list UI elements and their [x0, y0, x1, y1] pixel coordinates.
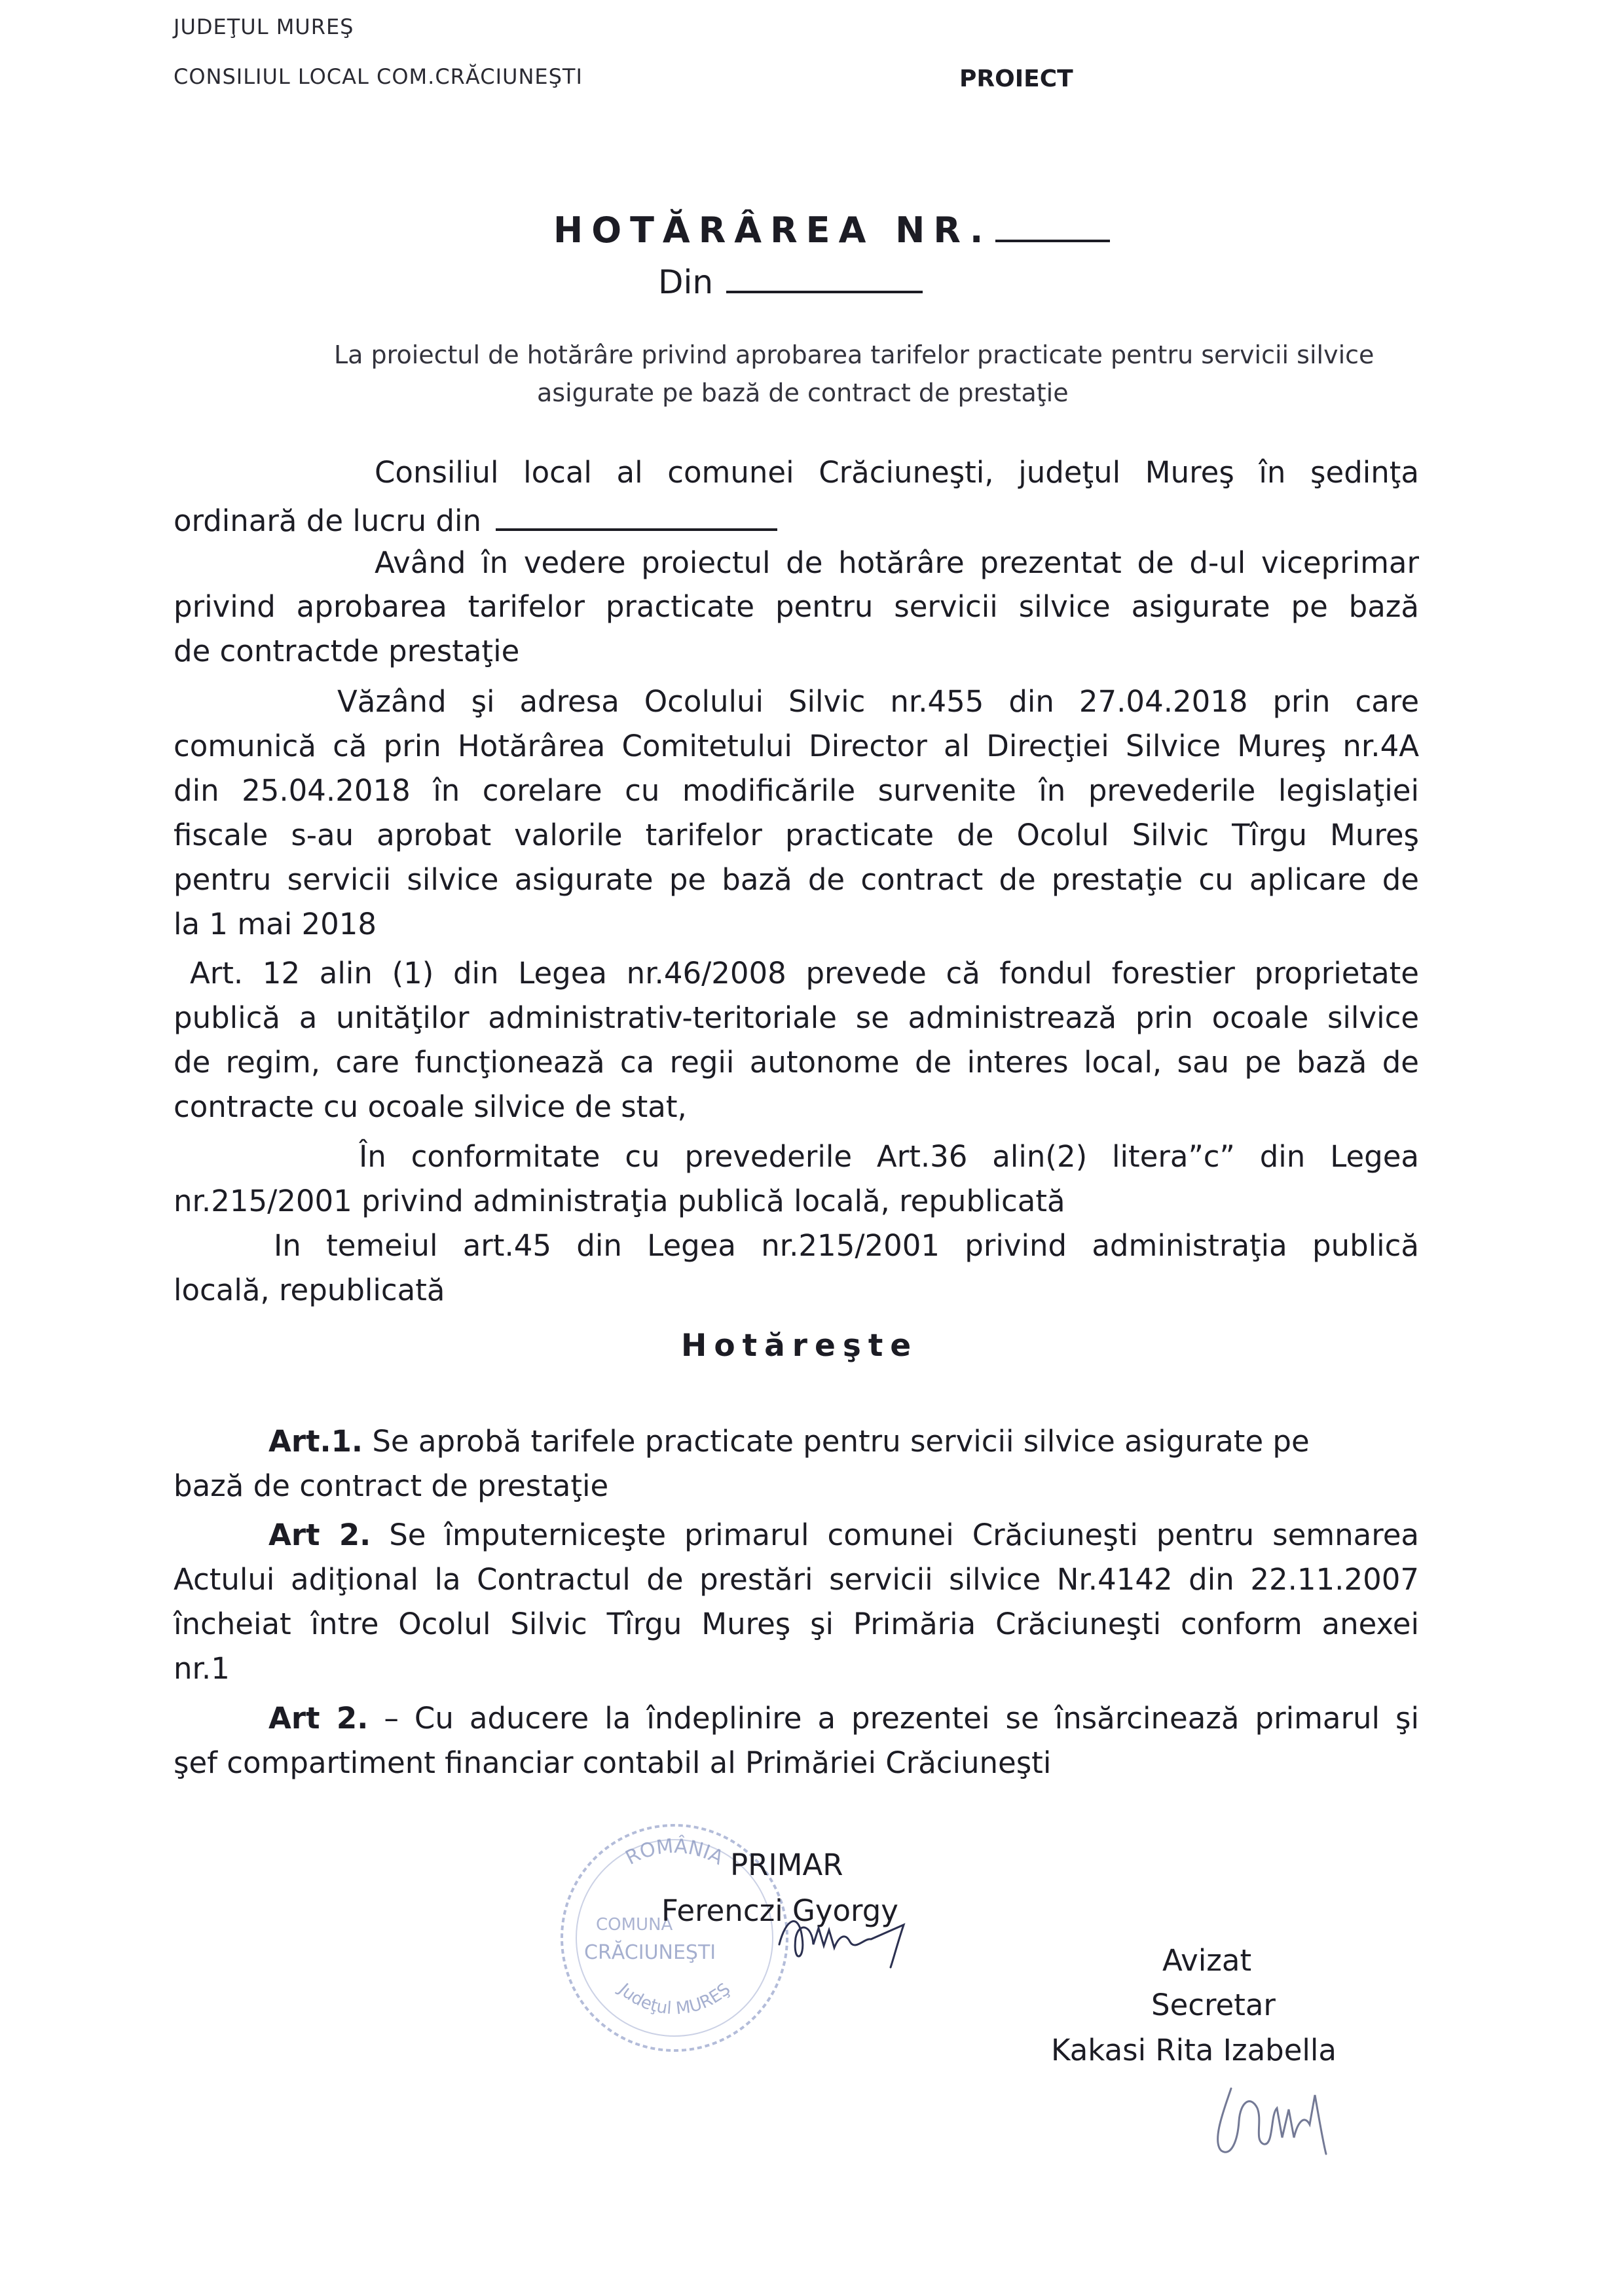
decision-title: [553, 210, 1110, 251]
session-date-blank: [496, 500, 777, 531]
subject-line-2: asigurate pe bază de contract de prestaţie: [537, 378, 1069, 407]
stamp-bottom-text: Judeţul MUREŞ: [614, 1979, 735, 2019]
preamble-p5-line2: nr.215/2001 privind administraţia publică locală, republicată: [174, 1184, 1065, 1218]
preamble-p4-line1: Art. 12 alin (1) din Legea nr.46/2008 prevede că fondul forestier proprietate: [190, 956, 1419, 991]
preamble-p3-line3: din 25.04.2018 în corelare cu modificările survenite în prevederile legislaţiei: [174, 773, 1419, 808]
preamble-p3-line5: pentru servicii silvice asigurate pe bază de contract de prestaţie cu aplicare de: [174, 862, 1419, 897]
article-3-line1: Art 2. – Cu aducere la îndeplinire a prezentei se însărcinează primarul şi: [268, 1701, 1419, 1736]
decision-number-blank: [995, 211, 1110, 242]
preamble-p3-line1: Văzând şi adresa Ocolului Silvic nr.455 din 27.04.2018 prin care: [337, 684, 1419, 719]
article-3-line2: şef compartiment financiar contabil al Primăriei Crăciuneşti: [174, 1745, 1052, 1780]
decision-date: [658, 262, 923, 301]
article-1-line1: Art.1. Se aprobă tarifele practicate pentru servicii silvice asigurate pe: [268, 1424, 1310, 1459]
secretary-title: Secretar: [1151, 1988, 1276, 2022]
draft-label: PROIECT: [959, 65, 1073, 92]
preamble-p3-line6: la 1 mai 2018: [174, 907, 377, 941]
article-2-line2: Actului adiţional la Contractul de prestări servicii silvice Nr.4142 din 22.11.2007: [174, 1562, 1419, 1597]
preamble-p1-line1: Consiliul local al comunei Crăciuneşti, judeţul Mureş în şedinţa: [375, 455, 1419, 490]
council-header: CONSILIUL LOCAL COM.CRĂCIUNEŞTI: [174, 64, 583, 89]
stamp-top-text: ROMÂNIA: [621, 1834, 728, 1870]
preamble-p2-line2: privind aprobarea tarifelor practicate pentru servicii silvice asigurate pe bază: [174, 589, 1419, 624]
decision-title-text: HOTĂRÂREA NR.: [553, 210, 992, 251]
preamble-p2-line1: Având în vedere proiectul de hotărâre prezentat de d-ul viceprimar: [375, 545, 1419, 580]
date-blank: [726, 262, 923, 293]
date-label: Din: [658, 263, 714, 301]
mayor-title: PRIMAR: [730, 1848, 843, 1882]
stamp-place-text: CRĂCIUNEŞTI: [584, 1941, 716, 1964]
article-1-label: Art.1.: [268, 1424, 363, 1459]
stamp-middle-text: COMUNA: [596, 1915, 673, 1935]
preamble-p5-line1: În conformitate cu prevederile Art.36 alin(2) litera”c” din Legea: [359, 1139, 1419, 1174]
article-2-line1: Art 2. Se împuterniceşte primarul comunei Crăciuneşti pentru semnarea: [268, 1518, 1419, 1552]
preamble-p3-line4: fiscale s-au aprobat valorile tarifelor practicate de Ocolul Silvic Tîrgu Mureş: [174, 818, 1419, 852]
endorsed-label: Avizat: [1162, 1943, 1252, 1978]
preamble-p1-line2: ordinară de lucru din: [174, 500, 777, 538]
preamble-p6-line2: locală, republicată: [174, 1273, 445, 1307]
preamble-p2-line3: de contractde prestaţie: [174, 634, 520, 668]
mayor-name: Ferenczi Gyorgy: [661, 1893, 898, 1928]
preamble-p4-line4: contracte cu ocoale silvice de stat,: [174, 1089, 687, 1124]
article-3-label: Art 2.: [268, 1701, 369, 1736]
preamble-p4-line2: publică a unităţilor administrativ-teritoriale se administrează prin ocoale silvice: [174, 1000, 1419, 1035]
secretary-name: Kakasi Rita Izabella: [1051, 2033, 1337, 2068]
article-2-line4: nr.1: [174, 1651, 230, 1686]
county-header: JUDEŢUL MUREŞ: [174, 14, 354, 39]
decides-heading: Hotăreşte: [681, 1328, 919, 1364]
preamble-p6-line1: In temeiul art.45 din Legea nr.215/2001 privind administraţia publică: [274, 1228, 1419, 1263]
subject-line-1: La proiectul de hotărâre privind aprobarea tarifelor practicate pentru servicii silvice: [334, 340, 1375, 369]
secretary-signature: [1192, 2069, 1362, 2167]
article-2-label: Art 2.: [268, 1518, 371, 1552]
preamble-p3-line2: comunică că prin Hotărârea Comitetului Director al Direcţiei Silvice Mureş nr.4A: [174, 729, 1419, 763]
article-2-line3: încheiat între Ocolul Silvic Tîrgu Mureş şi Primăria Crăciuneşti conform anexei: [174, 1607, 1419, 1641]
article-1-line2: bază de contract de prestaţie: [174, 1468, 609, 1503]
mayor-signature: [773, 1899, 923, 1977]
preamble-p4-line3: de regim, care funcţionează ca regii autonome de interes local, sau pe bază de: [174, 1045, 1419, 1080]
